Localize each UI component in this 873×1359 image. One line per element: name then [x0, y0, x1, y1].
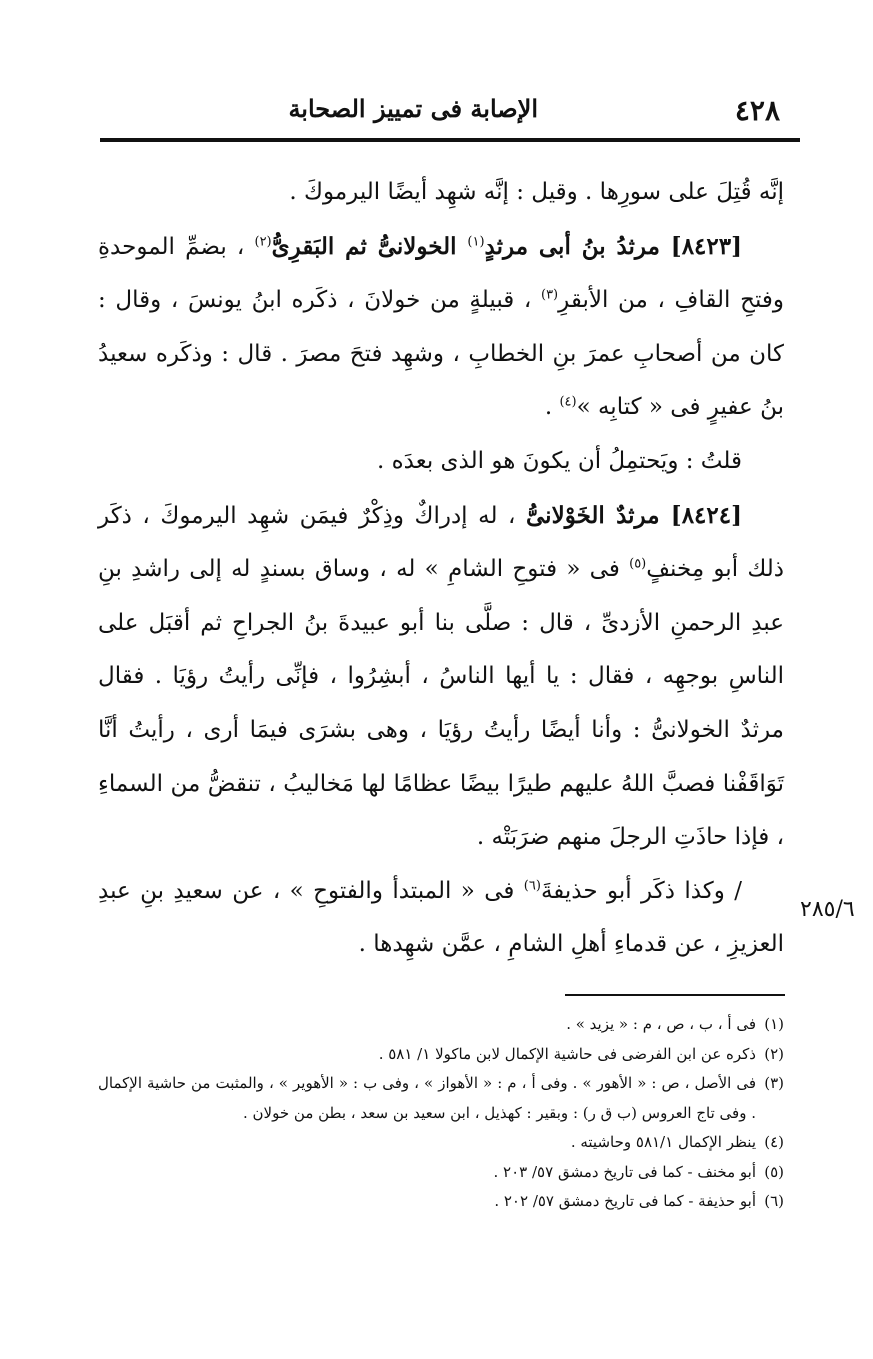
continuation-paragraph [98, 166, 784, 220]
margin-reference: ٢٨٥/٦ [800, 897, 855, 922]
footnote-number: (٤) [764, 1133, 784, 1151]
footnote-text: فى الأصل ، ص : « الأهور » . وفى أ ، م : « الأهواز » ، وفى ب : « الأهوير » ، والمثبت من حاشية الإكمال . وفى تاج العروس (ب ق ر) : وبقير : كهذيل ، ابن سعيد بن سعد ، بطن من خولان . [98, 1074, 756, 1122]
footnote [98, 1128, 784, 1158]
footnote-ref[interactable]: (٥) [629, 556, 647, 572]
footnote-text: فى أ ، ب ، ص ، م : « يزيد » . [566, 1015, 756, 1033]
entry-text: فى « فتوحِ الشامِ » له ، وساق بسندٍ له إلى راشدِ بنِ عبدِ الرحمنِ الأزدىِّ ، قال : صلَّى بنا أبو عبيدةَ بنُ الجراحِ ثم أقبَل على الناسِ بوجهِه ، فقال : يا أيها الناسُ ، أبشِرُوا ، فإنِّى رأيتُ رؤيَا . فقال مرثدٌ الخولانىُّ : وأنا أيضًا رأيتُ رؤيَا ، وهى بشرَى فيمَا أرى ، رأيتُ أنَّا تَوَاقَفْنا فصبَّ اللهُ عليهم طيرًا بيضًا عظامًا لها مَخاليبُ ، تنقضُّ من السماءِ ، فإذا حاذَتِ الرجلَ منهم ضرَبَتْه . [98, 556, 784, 851]
footnote-number: (٦) [764, 1192, 784, 1210]
footnote-text: أبو مخنف - كما فى تاريخ دمشق ٥٧/ ٢٠٣ . [493, 1162, 756, 1181]
paragraph-text: فى « المبتدأ والفتوحِ » ، عن سعيدِ بنِ عبدِ العزيزِ ، عن قدماءِ أهلِ الشامِ ، عمَّن شهِدها . [98, 877, 784, 958]
page-header [100, 88, 800, 128]
paragraph-text: قلتُ : ويَحتمِلُ أن يكونَ هو الذى بعدَه . [376, 447, 742, 474]
entry-heading: [٨٤٢٤] مرثدٌ الخَوْلانىُّ [526, 501, 742, 529]
main-text [98, 166, 784, 972]
header-rule [100, 138, 800, 142]
footnote-number: (٥) [764, 1162, 784, 1181]
footnote-ref[interactable]: (١) [467, 233, 485, 249]
author-note [98, 435, 784, 489]
entry-text: ، بضمِّ الموحدةِ وفتحِ القافِ ، من الأبقرِ [98, 233, 784, 314]
entry-text: . [544, 394, 560, 421]
closing-paragraph [98, 865, 784, 972]
paragraph-text: / وكذا ذكَر أبو حذيفةَ [540, 877, 742, 904]
footnote [98, 1069, 784, 1128]
footnote [98, 1187, 784, 1217]
footnote [98, 1010, 784, 1040]
footnote-ref[interactable]: (٣) [540, 287, 559, 303]
footnote-text: ذكره عن ابن الفرضى فى حاشية الإكمال لابن ماكولا ١/ ٥٨١ . [378, 1044, 756, 1063]
footnote-ref[interactable]: (٢) [254, 233, 272, 249]
entry-8423 [98, 220, 784, 435]
footnote-text: ينظر الإكمال ٥٨١/١ وحاشيته . [570, 1133, 756, 1151]
footnote-number: (١) [764, 1015, 784, 1033]
entry-text: ، له إدراكٌ وذِكْرٌ فيمَن شهِد اليرموكَ ، ذكَر ذلك أبو مِخنفٍ [98, 502, 784, 583]
entry-8424 [98, 489, 784, 865]
entry-heading-cont: الخولانىُّ ثم البَقرِىُّ [271, 232, 468, 260]
footnote-ref[interactable]: (٦) [523, 878, 541, 894]
footnote [98, 1040, 784, 1070]
footnote-number: (٢) [764, 1044, 784, 1063]
paragraph-text: إنَّه قُتِلَ على سورِها . وقيل : إنَّه شهِد أيضًا اليرموكَ . [289, 179, 784, 205]
entry-text: ، قبيلةٍ من خولانَ ، ذكَره ابنُ يونسَ ، وقال : كان من أصحابِ عمرَ بنِ الخطابِ ، وشهِد فتحَ مصرَ . قال : وذكَره سعيدُ بنُ عفيرٍ فى « كتابِه » [98, 287, 784, 421]
footnote [98, 1158, 784, 1188]
footnote-ref[interactable]: (٤) [559, 394, 577, 410]
page-number: ٤٢٨ [734, 94, 780, 127]
entry-heading: [٨٤٢٣] مرثدُ بنُ أبى مرثدٍ [484, 232, 742, 260]
footnote-number: (٣) [764, 1074, 784, 1092]
footnotes [98, 1010, 784, 1217]
footnote-text: أبو حذيفة - كما فى تاريخ دمشق ٥٧/ ٢٠٢ . [494, 1192, 756, 1210]
running-title: الإصابة فى تمييز الصحابة [288, 94, 538, 123]
footnote-separator [565, 994, 785, 996]
